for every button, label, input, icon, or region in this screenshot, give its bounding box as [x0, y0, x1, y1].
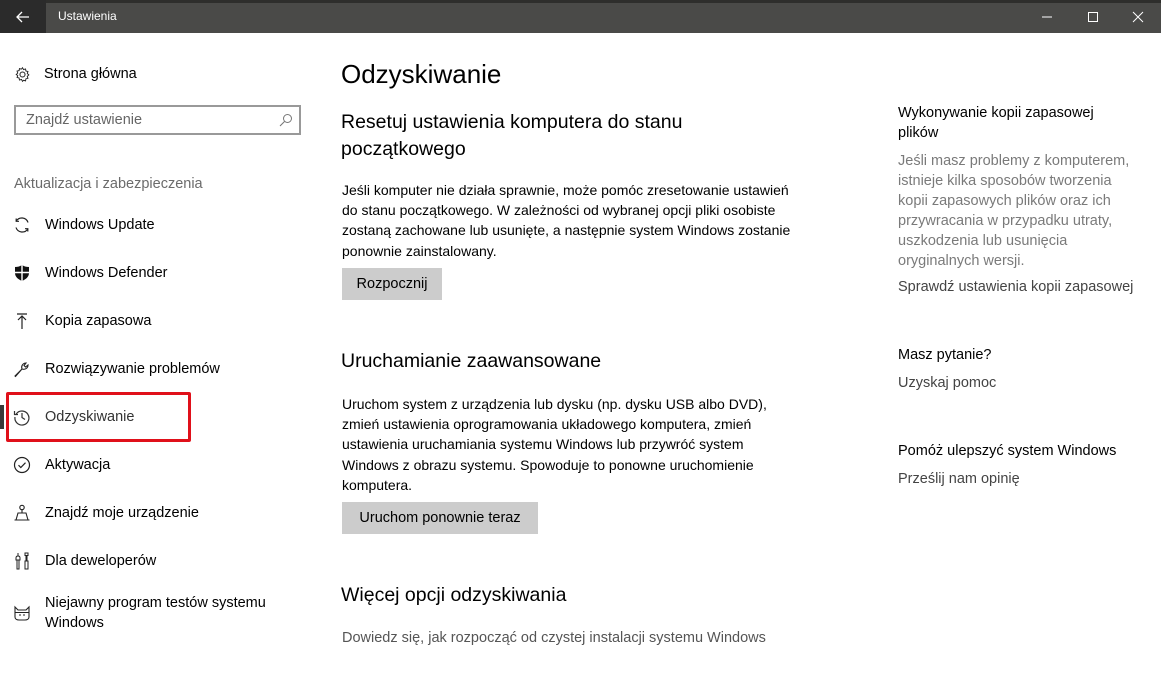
maximize-icon: [1087, 11, 1099, 23]
sidebar-item-backup[interactable]: [0, 297, 320, 345]
sync-icon: [13, 216, 31, 234]
minimize-icon: [1041, 11, 1053, 23]
maximize-button[interactable]: [1070, 0, 1116, 33]
backup-heading: Wykonywanie kopii zapasowej plików: [898, 105, 1094, 141]
upload-arrow-icon: [13, 312, 31, 330]
selection-indicator: [0, 405, 4, 429]
section-heading-advanced-startup: Uruchamianie zaawansowane: [341, 350, 602, 372]
sidebar-item-label: Kopia zapasowa: [45, 313, 152, 329]
title-bar-top-strip: [0, 0, 1161, 3]
close-icon: [1132, 11, 1144, 23]
window-title: Ustawienia: [58, 9, 117, 23]
feedback-heading: Pomóż ulepszyć system Windows: [898, 443, 1117, 459]
feedback-link[interactable]: Prześlij nam opinię: [898, 471, 1020, 487]
arrow-left-icon: [16, 11, 30, 23]
wrench-icon: [13, 360, 31, 378]
sidebar-item-developers[interactable]: [0, 537, 320, 585]
ninja-cat-icon: [13, 604, 31, 622]
sidebar-item-windows-update[interactable]: [0, 201, 320, 249]
sidebar-item-label: Windows Update: [45, 217, 155, 233]
home-label: Strona główna: [44, 66, 137, 82]
title-bar: [0, 0, 1161, 33]
section-text-advanced-startup: Uruchom system z urządzenia lub dysku (np. dysku USB albo DVD), zmień ustawienia oprogramowania układowego komputera, zmień ustawienia uruchamiania systemu Windows lub przywróć system Windows z obrazu systemu. Spowoduje to ponowne uruchomienie komputera.: [342, 396, 767, 493]
backup-settings-link[interactable]: Sprawdź ustawienia kopii zapasowej: [898, 279, 1134, 295]
minimize-button[interactable]: [1024, 0, 1070, 33]
developer-tools-icon: [13, 552, 31, 570]
question-heading: Masz pytanie?: [898, 347, 992, 363]
sidebar-item-label: Windows Defender: [45, 265, 168, 281]
sidebar-item-activation[interactable]: [0, 441, 320, 489]
section-heading-more-options: Więcej opcji odzyskiwania: [341, 584, 567, 606]
back-button[interactable]: [0, 0, 46, 33]
sidebar-item-label: Dla deweloperów: [45, 553, 157, 569]
sidebar-item-find-device[interactable]: [0, 489, 320, 537]
close-button[interactable]: [1115, 0, 1161, 33]
sidebar-item-recovery[interactable]: [0, 393, 320, 441]
search-icon[interactable]: [279, 113, 293, 127]
sidebar-item-label: Znajdź moje urządzenie: [45, 505, 199, 521]
sidebar-home-link[interactable]: [14, 64, 137, 84]
sidebar-item-insider-program[interactable]: [0, 585, 320, 641]
person-pin-icon: [13, 504, 31, 522]
get-help-link[interactable]: Uzyskaj pomoc: [898, 375, 997, 391]
sidebar-item-label: Odzyskiwanie: [45, 409, 135, 425]
backup-description: Jeśli masz problemy z komputerem, istnieje kilka sposobów tworzenia kopii zapasowych plików oraz ich przywracania w przypadku utraty, uszkodzenia lub usunięcia oryginalnych wersji.: [898, 153, 1130, 269]
sidebar: [0, 33, 320, 683]
restart-now-button[interactable]: Uruchom ponownie teraz: [342, 502, 538, 534]
section-label: Aktualizacja i zabezpieczenia: [14, 176, 203, 192]
gear-icon: [14, 66, 31, 83]
search-field[interactable]: [14, 105, 301, 135]
sidebar-item-troubleshoot[interactable]: [0, 345, 320, 393]
section-text-reset: Jeśli komputer nie działa sprawnie, może pomóc zresetowanie ustawień do stanu początkowego. W zależności od wybranej opcji pliki osobiste zostaną zachowane lub usunięte, a następnie system Windows zostanie ponownie zainstalowany.: [342, 182, 791, 259]
page-title: Odzyskiwanie: [341, 59, 502, 89]
history-icon: [13, 408, 31, 426]
section-heading-reset: Resetuj ustawienia komputera do stanu początkowego: [341, 111, 683, 160]
checkmark-circle-icon: [13, 456, 31, 474]
clean-install-link[interactable]: Dowiedz się, jak rozpocząć od czystej instalacji systemu Windows: [342, 630, 766, 646]
sidebar-item-label: Aktywacja: [45, 457, 111, 473]
search-input[interactable]: [16, 107, 266, 133]
shield-icon: [13, 264, 31, 282]
sidebar-item-windows-defender[interactable]: [0, 249, 320, 297]
sidebar-item-label: Rozwiązywanie problemów: [45, 361, 220, 377]
sidebar-item-label: Niejawny program testów systemu Windows: [45, 595, 266, 631]
start-reset-button[interactable]: Rozpocznij: [342, 268, 442, 300]
